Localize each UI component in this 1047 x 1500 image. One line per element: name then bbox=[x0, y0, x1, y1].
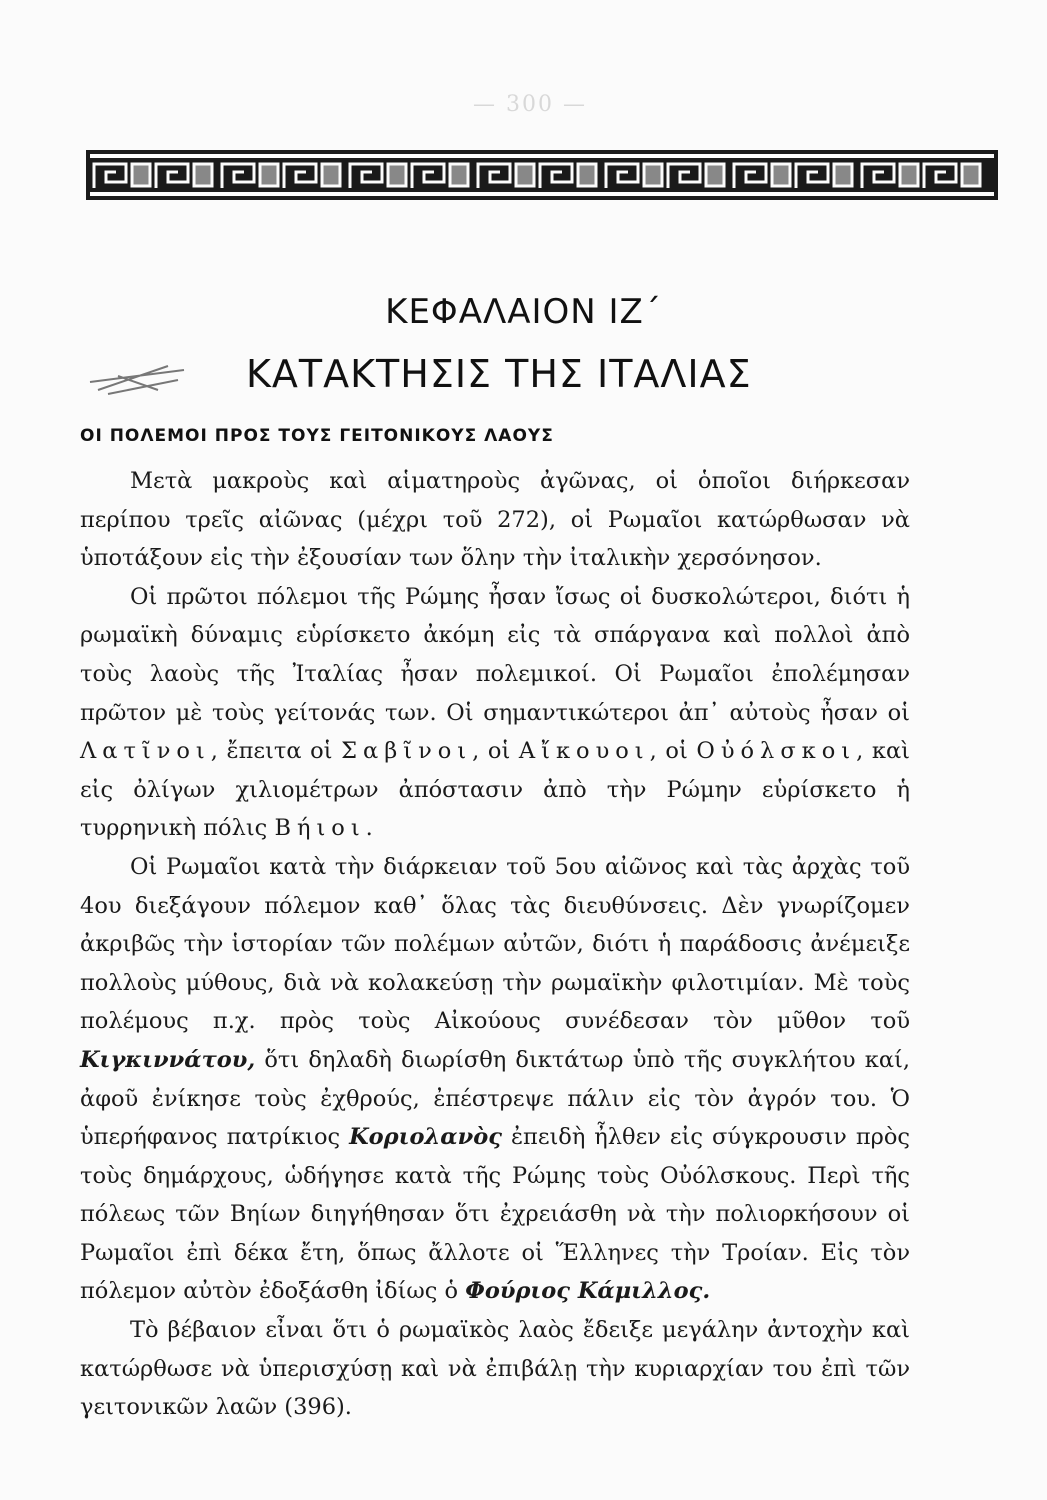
term-volskoi: Οὐόλσκοι bbox=[696, 738, 857, 765]
section-heading: ΟΙ ΠΟΛΕΜΟΙ ΠΡΟΣ ΤΟΥΣ ΓΕΙΤΟΝΙΚΟΥΣ ΛΑΟΥΣ bbox=[80, 426, 554, 446]
pen-scribble-mark bbox=[88, 360, 188, 396]
term-aikouoi: Αἴκουοι bbox=[518, 738, 650, 765]
paragraph-2: Οἱ πρῶτοι πόλεμοι τῆς Ρώμης ἦσαν ἴσως οἱ δυσκολώτεροι, διότι ἡ ρωμαϊκὴ δύναμις εὑρίσκετο ἀκόμη εἰς τὰ σπάργανα καὶ πολλοὶ ἀπὸ τοὺς λαοὺς τῆς Ἰταλίας ἦσαν πολεμικοί. Οἱ Ρωμαῖοι ἐπολέμησαν πρῶτον μὲ τοὺς γείτονάς των. Οἱ σημαντικώτεροι ἀπ᾽ αὐτοὺς ἦσαν οἱ Λατῖνοι, ἔπειτα οἱ Σαβῖνοι, οἱ Αἴκουοι, οἱ Οὐόλσκοι, καὶ εἰς ὀλίγων χιλιομέτρων ἀπόστασιν ἀπὸ τὴν Ρώμην εὑρίσκετο ἡ τυρρηνικὴ πόλις Βήιοι. bbox=[80, 583, 910, 842]
term-veioi: Βήιοι bbox=[274, 815, 366, 842]
chapter-number: ΚΕΦΑΛΑΙΟΝ ΙΖ΄ bbox=[385, 292, 662, 332]
term-sabinoi: Σαβῖνοι bbox=[341, 738, 473, 765]
term-latinoi: Λατῖνοι bbox=[80, 738, 211, 765]
name-koriolanos: Κοριολανὸς bbox=[349, 1124, 502, 1151]
paragraph-3: Οἱ Ρωμαῖοι κατὰ τὴν διάρκειαν τοῦ 5ου αἰῶνος καὶ τὰς ἀρχὰς τοῦ 4ου διεξάγουν πόλεμον καθ᾽ ὅλας τὰς διευθύνσεις. Δὲν γνωρίζομεν ἀκριβῶς τὴν ἱστορίαν τῶν πολέμων αὐτῶν, διότι ἡ παράδοσις ἀνέμειξε πολλοὺς μύθους, διὰ νὰ κολακεύσῃ τὴν ρωμαϊκὴν φιλοτιμίαν. Μὲ τοὺς πολέμους π.χ. πρὸς τοὺς Αἰκούους συνέδεσαν τὸν μῦθον τοῦ Κιγκιννάτου, ὅτι δηλαδὴ διωρίσθη δικτάτωρ ὑπὸ τῆς συγκλήτου καί, ἀφοῦ ἐνίκησε τοὺς ἐχθρούς, ἐπέστρεψε πάλιν εἰς τὸν ἀγρόν του. Ὁ ὑπερήφανος πατρίκιος Κοριολανὸς ἐπειδὴ ἦλθεν εἰς σύγκρουσιν πρὸς τοὺς δημάρχους, ὡδήγησε κατὰ τῆς Ρώμης τοὺς Οὐόλσκους. Περὶ τῆς πόλεως τῶν Βηίων διηγήθησαν ὅτι ἐχρειάσθη νὰ τὴν πολιορκήσουν οἱ Ρωμαῖοι ἐπὶ δέκα ἔτη, ὅπως ἄλλοτε οἱ Ἕλληνες τὴν Τροίαν. Εἰς τὸν πόλεμον αὐτὸν ἐδοξάσθη ἰδίως ὁ Φούριος Κάμιλλος. bbox=[80, 853, 910, 1305]
name-kigkinnatos: Κιγκιννάτου, bbox=[80, 1046, 256, 1073]
chapter-title: ΚΑΤΑΚΤΗΣΙΣ ΤΗΣ ΙΤΑΛΙΑΣ bbox=[246, 352, 752, 396]
paragraph-4: Τὸ βέβαιον εἶναι ὅτι ὁ ρωμαϊκὸς λαὸς ἔδειξε μεγάλην ἀντοχὴν καὶ κατώρθωσε νὰ ὑπερισχύσῃ καὶ νὰ ἐπιβάλῃ τὴν κυριαρχίαν του ἐπὶ τῶν γειτονικῶν λαῶν (396). bbox=[80, 1317, 910, 1421]
greek-key-ornament bbox=[86, 150, 998, 200]
name-kamillos: Φούριος Κάμιλλος. bbox=[465, 1278, 711, 1305]
paragraph-1: Μετὰ μακροὺς καὶ αἱματηροὺς ἀγῶνας, οἱ ὁποῖοι διήρκεσαν περίπου τρεῖς αἰῶνας (μέχρι τοῦ 272), οἱ Ρωμαῖοι κατώρθωσαν νὰ ὑποτάξουν εἰς τὴν ἐξουσίαν των ὅλην τὴν ἰταλικὴν χερσόνησον. bbox=[80, 468, 910, 572]
body-text bbox=[80, 462, 910, 1427]
page-number: — 300 — bbox=[473, 92, 587, 117]
